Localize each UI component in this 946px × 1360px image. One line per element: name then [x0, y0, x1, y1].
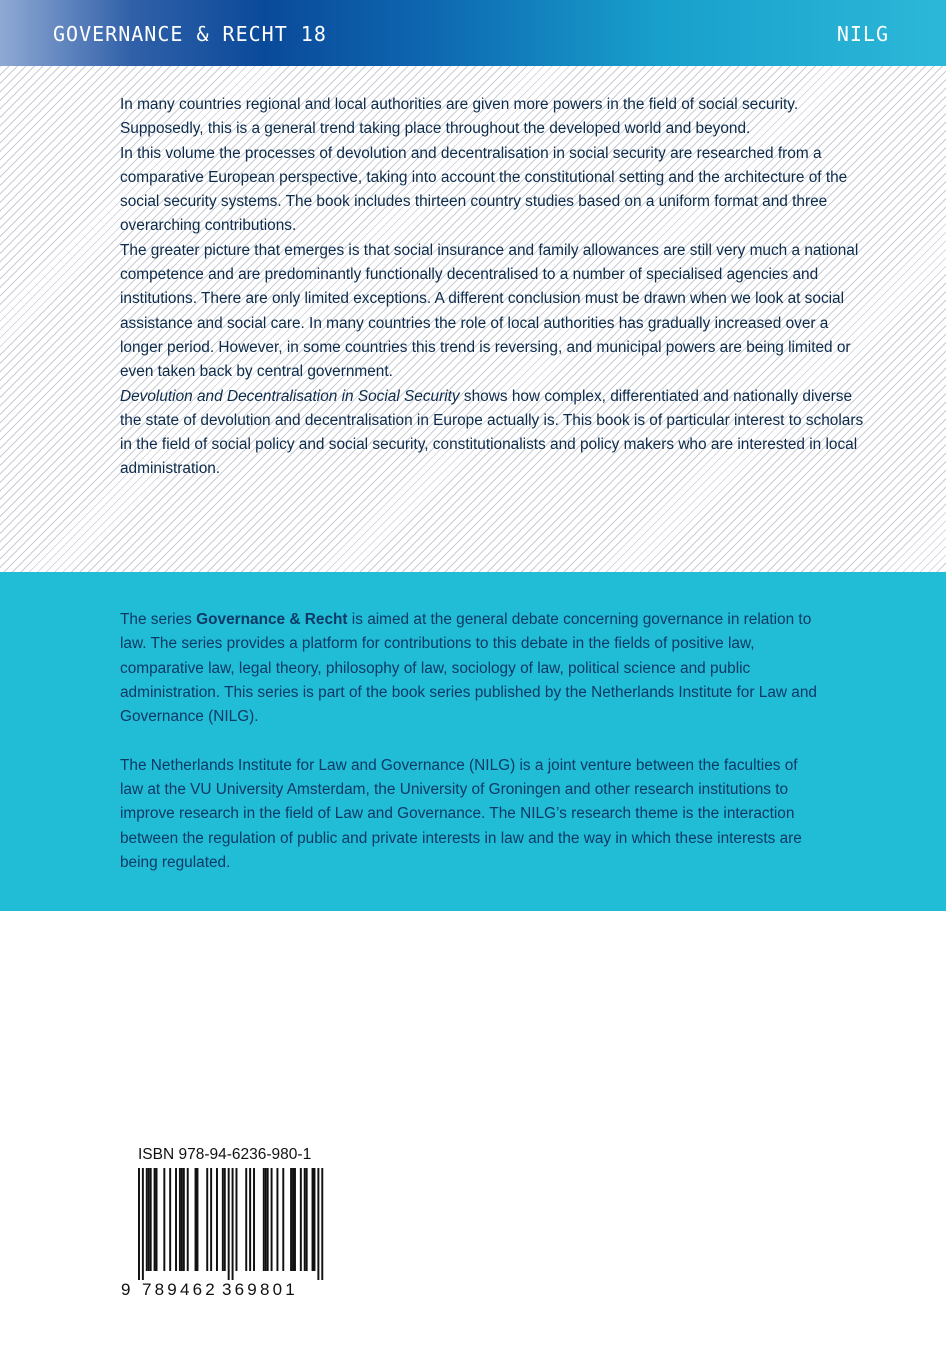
barcode-bar — [163, 1168, 165, 1271]
barcode-bar — [314, 1168, 316, 1271]
barcode-digit-lead: 9 — [121, 1280, 131, 1299]
barcode-bar — [181, 1168, 183, 1271]
barcode-bar — [222, 1168, 224, 1271]
series-paragraph-1-lead: The series — [120, 611, 197, 628]
barcode-digits-left: 789462 — [142, 1280, 218, 1299]
isbn-label: ISBN 978-94-6236-980-1 — [138, 1146, 312, 1163]
barcode-bar — [224, 1168, 226, 1271]
barcode-bar — [210, 1168, 212, 1271]
barcode-digits-right: 369801 — [222, 1280, 298, 1299]
barcode-bar — [183, 1168, 185, 1271]
series-paragraph-1 — [120, 608, 820, 729]
barcode-bar — [206, 1168, 208, 1271]
barcode-bar — [306, 1168, 308, 1271]
barcode-guard-bar — [142, 1168, 144, 1280]
barcode-guard-bar — [321, 1168, 323, 1280]
barcode-bar — [267, 1168, 269, 1271]
barcode-bar — [216, 1168, 218, 1271]
barcode-bar — [263, 1168, 265, 1271]
barcode-guard-bar — [232, 1168, 234, 1280]
barcode-bar — [195, 1168, 197, 1271]
barcode-bar — [154, 1168, 156, 1271]
series-header-bar — [0, 0, 946, 66]
barcode-bar — [294, 1168, 296, 1271]
barcode-bar — [304, 1168, 306, 1271]
barcode-bar — [197, 1168, 199, 1271]
barcode-guard-bar — [138, 1168, 140, 1280]
barcode-bar — [156, 1168, 158, 1271]
barcode-bars — [138, 1168, 323, 1280]
series-info-text — [120, 608, 820, 875]
barcode-bar — [312, 1168, 314, 1271]
barcode-bar — [150, 1168, 152, 1271]
series-title: GOVERNANCE & RECHT 18 — [53, 22, 327, 46]
blurb-paragraph-2: In this volume the processes of devolution and decentralisation in social security are researched from a comparative European perspective, taking into account the constitutional setting and the architecture of the social security systems. The book includes thirteen country studies based on a uniform format and three overarching contributions. — [120, 144, 848, 235]
barcode-bar — [271, 1168, 273, 1271]
isbn-barcode — [118, 1144, 328, 1304]
barcode-bar — [187, 1168, 189, 1271]
series-name-bold: Governance & Recht — [196, 611, 348, 628]
barcode-bar — [146, 1168, 148, 1271]
barcode-bar — [282, 1168, 284, 1271]
publisher-name: NILG — [836, 22, 889, 46]
barcode-bar — [148, 1168, 150, 1271]
barcode-bar — [300, 1168, 302, 1271]
series-info-block — [0, 572, 946, 911]
barcode-bar — [265, 1168, 267, 1271]
book-blurb — [120, 93, 865, 482]
barcode-image — [118, 1166, 328, 1302]
barcode-bar — [290, 1168, 292, 1271]
barcode-guard-bar — [317, 1168, 319, 1280]
barcode-bar — [249, 1168, 251, 1271]
barcode-bar — [175, 1168, 177, 1271]
series-paragraph-1-text: is aimed at the general debate concerning governance in relation to law. The series provides a platform for contributions to this debate in the fields of positive law, comparative law, legal theory, philosophy of law, sociology of law, political science and public administration. This series is part of the book series published by the Netherlands Institute for Law and Governance (NILG). — [120, 611, 817, 726]
barcode-bar — [276, 1168, 278, 1271]
book-title-italic: Devolution and Decentralisation in Social Security — [120, 387, 460, 405]
barcode-bar — [253, 1168, 255, 1271]
barcode-guard-bar — [228, 1168, 230, 1280]
series-paragraph-2: The Netherlands Institute for Law and Governance (NILG) is a joint venture between the faculties of law at the VU University Amsterdam, the University of Groningen and other research institutions to improve research in the field of Law and Governance. The NILG’s research theme is the interaction between the regulation of public and private interests in law and the way in which these interests are being regulated. — [120, 756, 802, 871]
blurb-paragraph-3: The greater picture that emerges is that social insurance and family allowances are still very much a national competence and are predominantly functionally decentralised to a number of specialised agencies and institutions. There are only limited exceptions. A different conclusion must be drawn when we look at social assistance and social care. In many countries the role of local authorities has gradually increased over a longer period. However, in some countries this trend is reversing, and municipal powers are being limited or even taken back by central government. — [120, 241, 859, 381]
barcode-bar — [245, 1168, 247, 1271]
barcode-bar — [236, 1168, 238, 1271]
blurb-paragraph-4 — [120, 385, 865, 482]
blurb-paragraph-4-text: shows how complex, differentiated and nationally diverse the state of devolution and decentralisation in Europe actually is. This book is of particular interest to scholars in the field of social policy and social security, constitutionalists and policy makers who are interested in local administration. — [120, 387, 864, 478]
barcode-bar — [292, 1168, 294, 1271]
blurb-paragraph-1: In many countries regional and local authorities are given more powers in the field of social security. Supposedly, this is a general trend taking place throughout the developed world and beyond. — [120, 96, 799, 138]
barcode-bar — [179, 1168, 181, 1271]
barcode-bar — [169, 1168, 171, 1271]
